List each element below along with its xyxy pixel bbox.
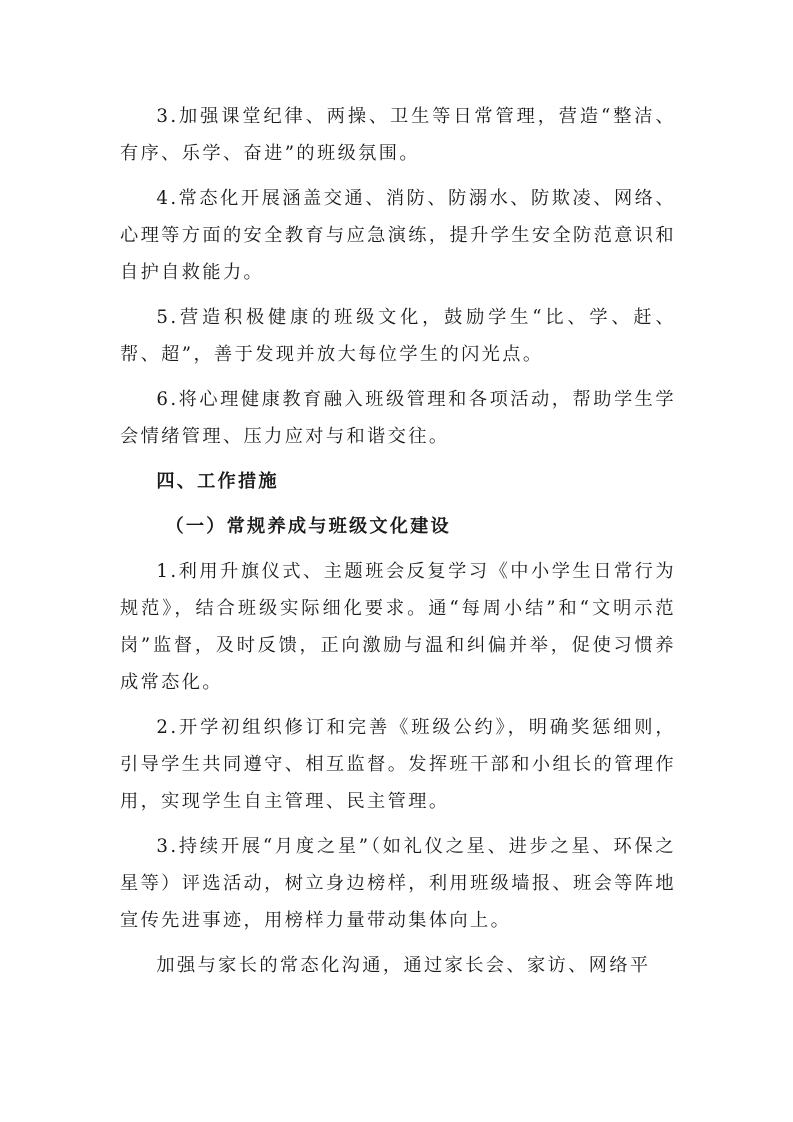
paragraph-goal-3: 3.加强课堂纪律、两操、卫生等日常管理，营造“整洁、有序、乐学、奋进”的班级氛围。 <box>120 106 676 164</box>
section-heading-work-measures: 四、工作措施 <box>156 471 279 492</box>
paragraph-goal-6: 6.将心理健康教育融入班级管理和各项活动，帮助学生学会情绪管理、压力应对与和谐交往。 <box>120 389 676 447</box>
paragraph-parent-communication: 加强与家长的常态化沟通，通过家长会、家访、网络平 <box>156 955 651 976</box>
paragraph-measure-2: 2.开学初组织修订和完善《班级公约》，明确奖惩细则，引导学生共同遵守、相互监督。发挥班干部和小组长的管理作用，实现学生自主管理、民主管理。 <box>120 717 676 812</box>
document-body <box>120 98 676 992</box>
paragraph-goal-5: 5.营造积极健康的班级文化，鼓励学生“比、学、赶、帮、超”，善于发现并放大每位学生的闪光点。 <box>120 307 676 365</box>
subsection-heading-routine-culture: （一）常规养成与班级文化建设 <box>165 516 451 537</box>
paragraph-measure-3: 3.持续开展“月度之星”（如礼仪之星、进步之星、环保之星等）评选活动，树立身边榜样，利用班级墙报、班会等阵地宣传先进事迹，用榜样力量带动集体向上。 <box>120 836 676 931</box>
paragraph-goal-4: 4.常态化开展涵盖交通、消防、防溺水、防欺凌、网络、心理等方面的安全教育与应急演练，提升学生安全防范意识和自护自救能力。 <box>120 188 676 283</box>
paragraph-measure-1: 1.利用升旗仪式、主题班会反复学习《中小学生日常行为规范》，结合班级实际细化要求。通“每周小结”和“文明示范岗”监督，及时反馈，正向激励与温和纠偏并举，促使习惯养成常态化。 <box>120 561 676 693</box>
